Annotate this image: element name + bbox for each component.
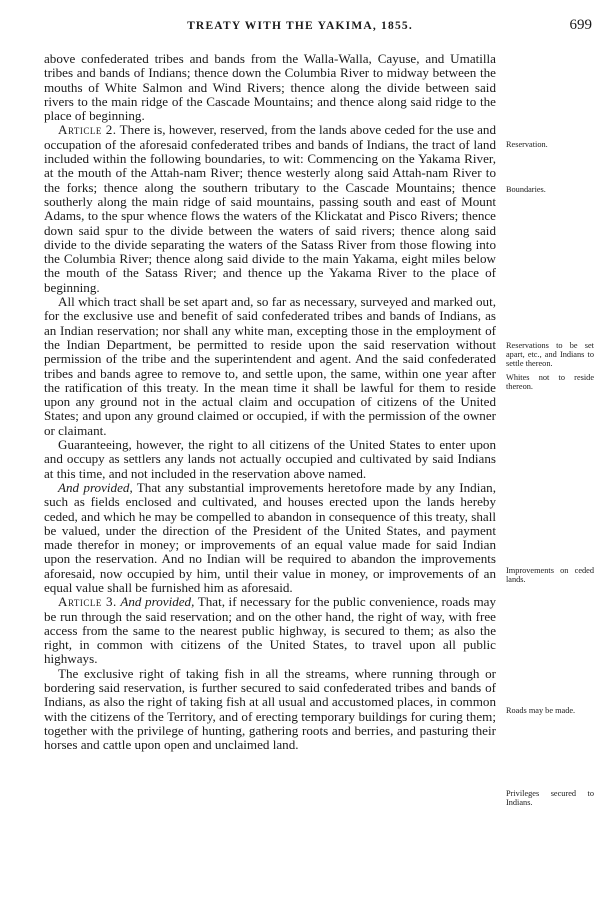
paragraph-3: All which tract shall be set apart and, so far as necessary, surveyed and marked out, for the exclusive use and benefit of said confederated tribes and bands of Indians, as an Indian reservation; nor shall any white man, excepting those in the employment of the Indian Department, be permitted to reside upon the said reservation without permission of the tribe and the superintendent and agent. And the said confederated tribes and bands agree to remove to, and settle upon, the same, within one year after the ratification of this treaty. In the mean time it shall be lawful for them to reside upon any ground not in the actual claim and occupation of citizens of the United States; and upon any ground claimed or occupied, if with the permission of the owner or claimant. [44, 294, 496, 438]
proviso-label: And provided, [58, 479, 133, 495]
margin-note-boundaries: Boundaries. [506, 185, 546, 194]
paragraph-7: The exclusive right of taking fish in all the streams, where running through or bordering said reservation, is further secured to said confederated tribes and bands of Indians, as also the right of taking fish at all usual and accustomed places, in common with the citizens of the Territory, and of erecting temporary buildings for curing them; together with the privilege of hunting, gathering roots and berries, and pasturing their horses and cattle upon open and unclaimed land. [44, 665, 496, 753]
margin-note-roads: Roads may be made. [506, 706, 576, 715]
article-3-text: That, if necessary for the public convenience, roads may be run through the said reservation; and on the other hand, the right of way, with free access from the same to the nearest public highway, is secured to them; as also the right, in common with citizens of the United States, to travel upon all public highways. [44, 594, 497, 667]
paragraph-1: above confederated tribes and bands from the Walla-Walla, Cayuse, and Umatilla tribes and bands of Indians; thence down the Columbia River to midway between the mouths of White Salmon and Wind Rivers; thence along the divide between said rivers to the main ridge of the Cascade Mountains; and thence along said ridge to the place of beginning. [44, 51, 496, 124]
paragraph-article-2 [44, 123, 496, 295]
paragraph-5-text: That any substantial improvements heretofore made by any Indian, such as fields enclosed and cultivated, and houses erected upon the lands hereby ceded, and which he may be compelled to abandon in consequence of this treaty, shall be valued, under the direction of the President of the United States, and payment made therefor in money; or improvements of an equal value made for said Indian upon the reservation. And no Indian will be required to abandon the improvements aforesaid, now occupied by him, until their value in money, or improvements of an equal value shall be furnished him as aforesaid. [44, 479, 496, 595]
article-3-label: Article 3. [58, 594, 117, 610]
article-2-label: Article 2. [58, 122, 117, 138]
page-number: 699 [569, 17, 592, 33]
margin-note-set-apart: Reservations to be set apart, etc., and Indians to settle thereon. [506, 341, 594, 368]
article-3-proviso: And provided, [120, 594, 195, 610]
margin-note-whites: Whites not to reside thereon. [506, 373, 594, 391]
paragraph-article-3 [44, 595, 496, 666]
paragraph-4: Guaranteeing, however, the right to all citizens of the United States to enter upon and occupy as settlers any lands not actually occupied and cultivated by said Indians at this time, and not included in the reservation above named. [44, 437, 496, 481]
margin-note-reservation: Reservation. [506, 140, 548, 149]
paragraph-5 [44, 481, 496, 595]
article-2-text: There is, however, reserved, from the lands above ceded for the use and occupation of the aforesaid confederated tribes and bands of Indians, the tract of land included within the following boundaries, to wit: Commencing on the Yakama River, at the mouth of the Attah-nam River; thence westerly along said Attah-nam River to the forks; thence along the southern tributary to the Cascade Mountains; thence southerly along the main ridge of said mountains, passing south and east of Mount Adams, to the spur whence flows the waters of the Klickatat and Pisco Rivers; thence down said spur to the divide between the waters of said rivers; thence along said divide to the divide separating the waters of the Satass River from those flowing into the Columbia River; thence along said divide to the main Yakama, eight miles below the mouth of the Satass River; and thence up the Yakama River to the place of beginning. [44, 122, 496, 295]
margin-note-privileges: Privileges secured to Indians. [506, 789, 594, 807]
running-header [0, 17, 600, 40]
margin-note-improvements: Improvements on ceded lands. [506, 566, 594, 584]
header-title: TREATY WITH THE YAKIMA, 1855. [187, 20, 413, 32]
treaty-text [44, 52, 496, 753]
